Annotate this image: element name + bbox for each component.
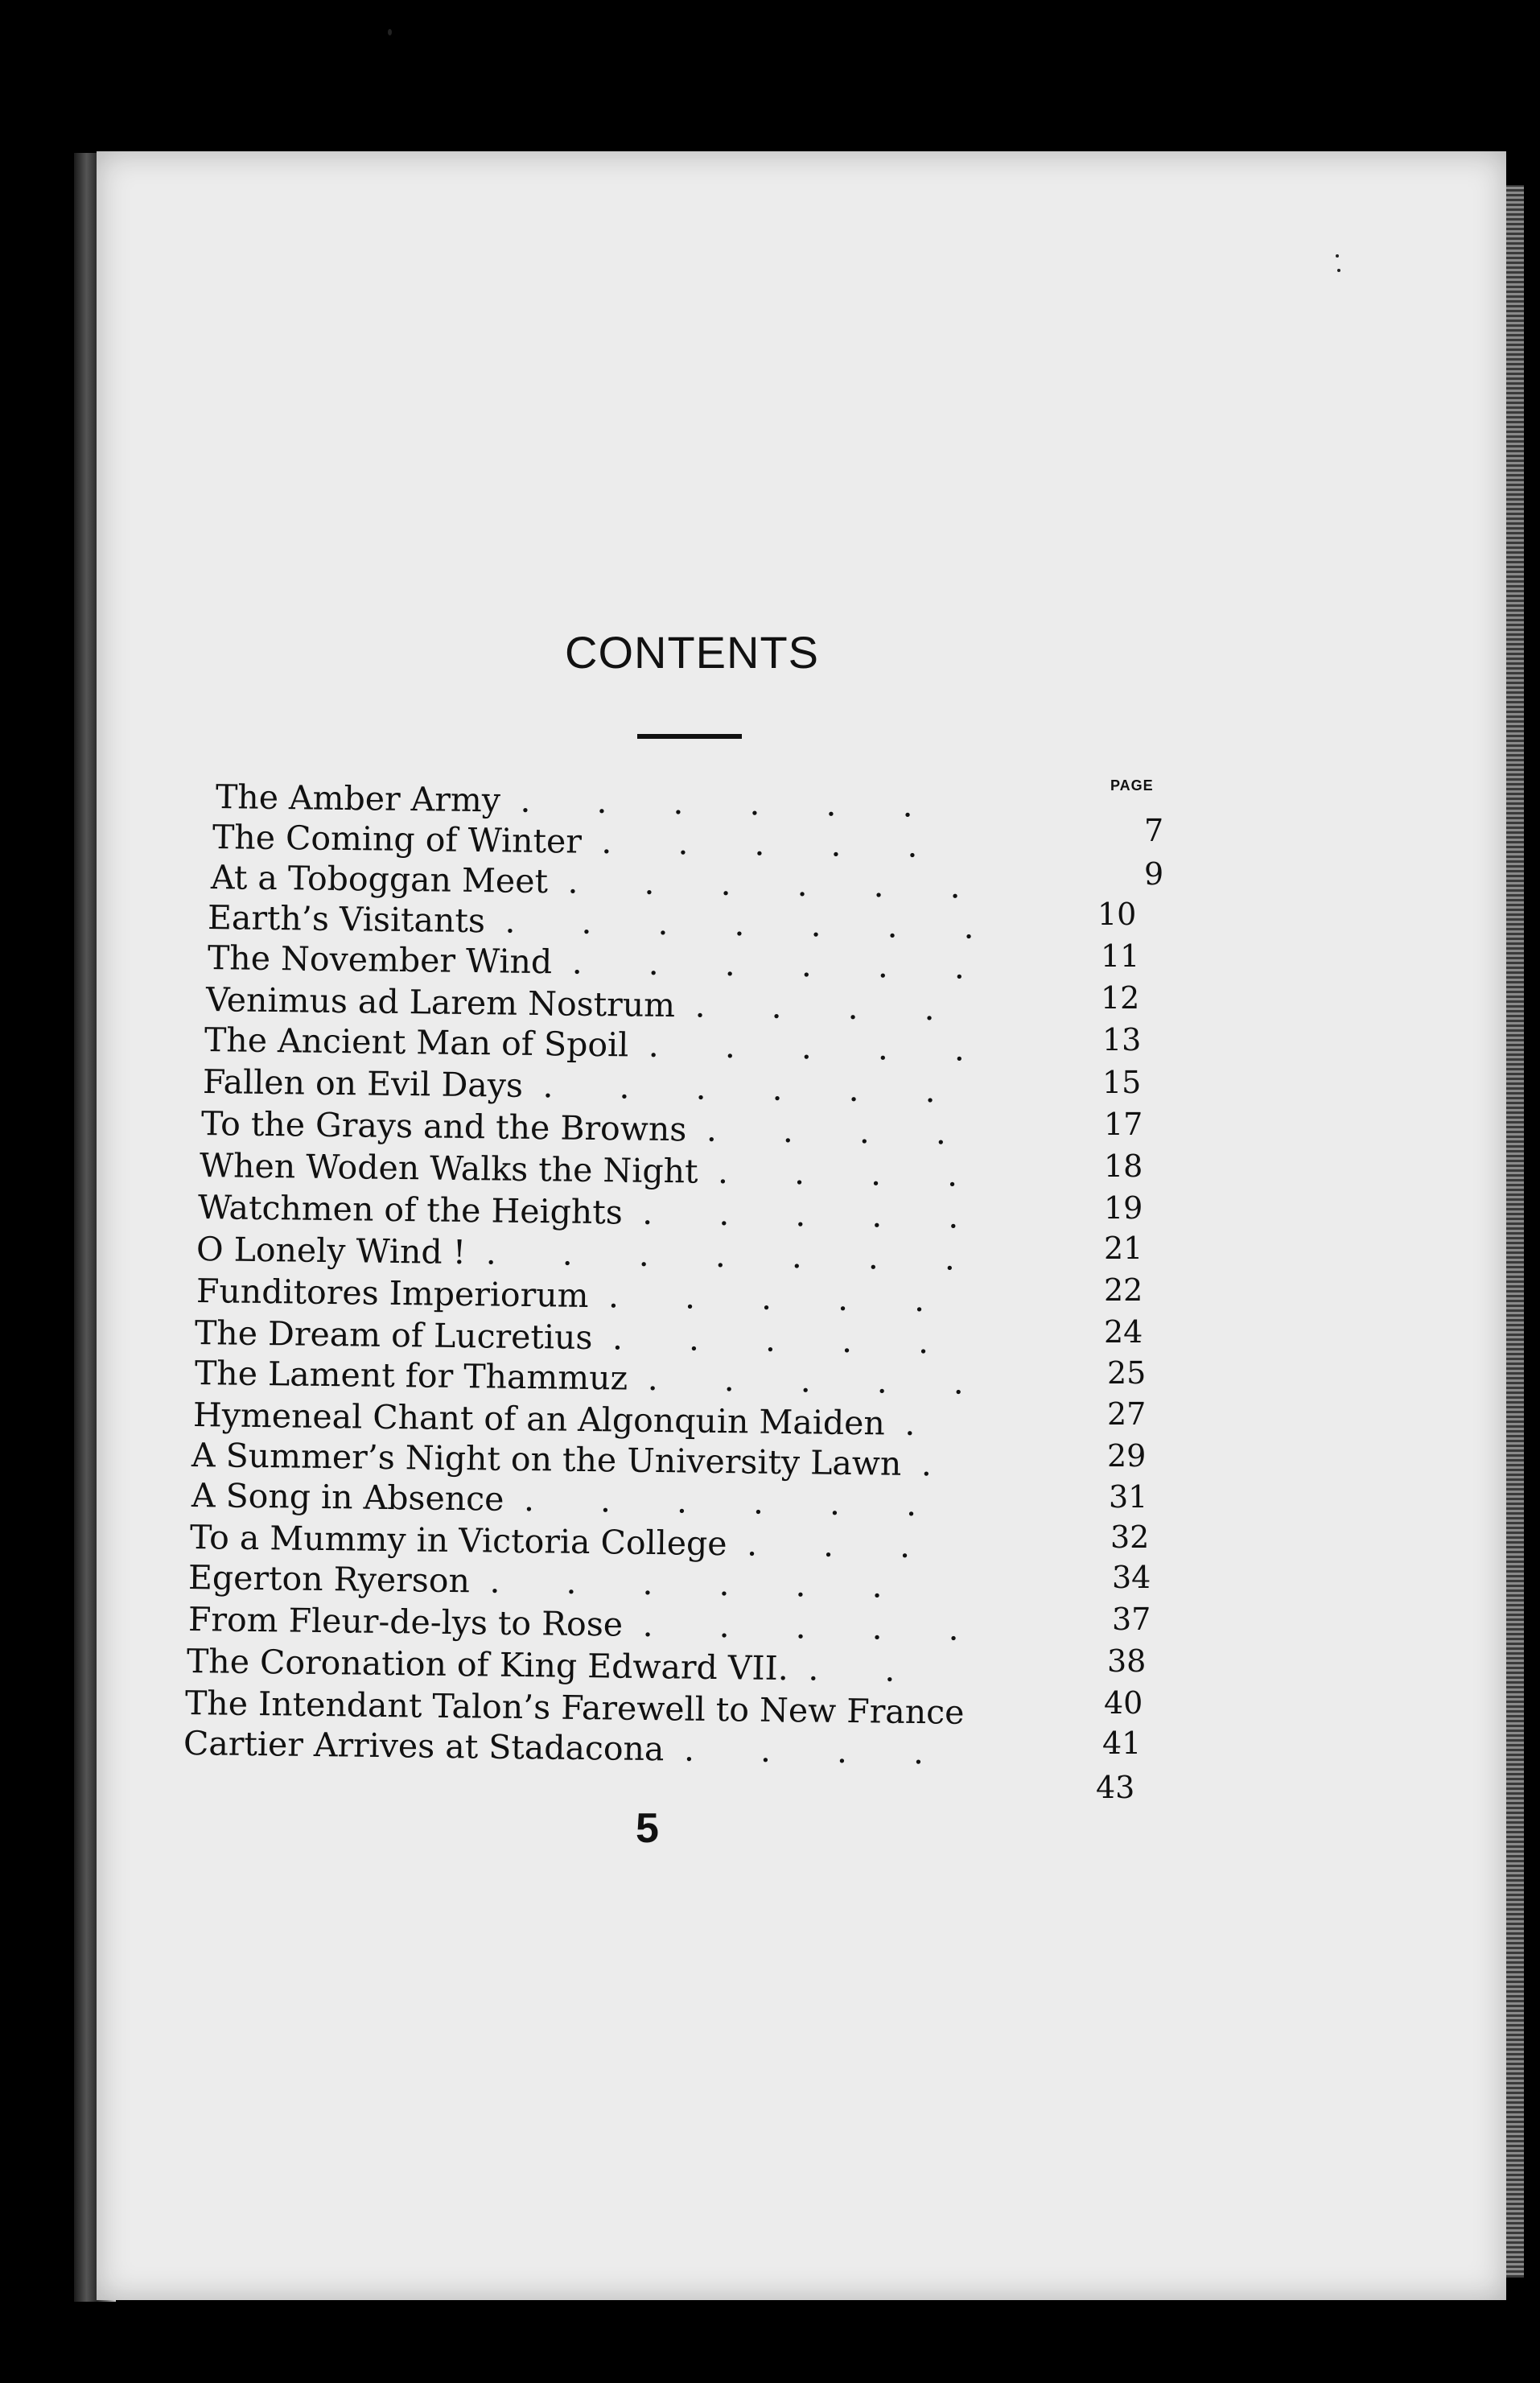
leader-dots: . . . . . [607, 1276, 991, 1321]
leader-dots: . . . . [706, 1110, 1013, 1153]
toc-entry-page: 7 [1144, 813, 1164, 848]
leader-dots: . . . . [694, 986, 1002, 1029]
leader-dots: . . . . . [642, 1193, 1025, 1237]
toc-entry-page: 13 [1102, 1022, 1142, 1058]
leader-dots: . . . . . [647, 1358, 1031, 1403]
leader-dots: . . . . . . [489, 1561, 949, 1606]
toc-entry-page: 15 [1102, 1065, 1142, 1100]
leader-dots: . . . . . . . [485, 1233, 1022, 1279]
page-column-label: PAGE [1110, 777, 1154, 794]
leader-dots: . . . . [717, 1152, 1024, 1195]
toc-entry-title: Earth’s Visitants [207, 898, 486, 941]
leader-dots: . [920, 1445, 999, 1485]
toc-entry-page: 40 [1104, 1685, 1143, 1721]
toc-entry-title: From Fleur-de-lys to Rose [187, 1600, 624, 1644]
toc-entry-page: 29 [1107, 1438, 1147, 1474]
toc-entry-page: 37 [1112, 1602, 1151, 1637]
toc-entry-page: 41 [1102, 1725, 1142, 1761]
toc-entry-page: 38 [1107, 1643, 1147, 1679]
toc-entry-page: 24 [1104, 1314, 1143, 1350]
toc-entry-page: 19 [1104, 1190, 1143, 1226]
leader-dots: . . . . . [642, 1605, 1026, 1649]
toc-entry-title: Cartier Arrives at Stadacona [183, 1724, 665, 1769]
toc-entry-title: At a Toboggan Meet [210, 858, 549, 901]
toc-entry-page: 22 [1104, 1272, 1143, 1308]
toc-entry-title: The Dream of Lucretius [194, 1313, 593, 1358]
toc-entry-title: To the Grays and the Browns [200, 1104, 687, 1149]
contents-heading: CONTENTS [565, 627, 819, 678]
toc-entry-page: 11 [1101, 938, 1140, 974]
toc-entry-title: Fallen on Evil Days [202, 1062, 524, 1105]
leader-dots: . . . . . . [523, 1480, 983, 1525]
toc-entry-title: The Coronation of King Edward VII. [186, 1642, 789, 1688]
toc-entry-title: The Coming of Winter [212, 818, 583, 861]
leader-dots: . . . . . [611, 1318, 995, 1363]
leader-dots: . . . . . . . [504, 901, 1040, 947]
toc-entry-page: 25 [1107, 1355, 1147, 1391]
leader-dots: . . . [746, 1524, 977, 1566]
toc-entry-page: 43 [1096, 1770, 1135, 1805]
leader-dots: . . [808, 1649, 961, 1690]
leader-dots: . . . . . . [520, 781, 979, 826]
toc-entry-page: 18 [1104, 1148, 1143, 1184]
toc-entry-page: 27 [1107, 1396, 1147, 1432]
toc-entry-title: The Ancient Man of Spoil [204, 1020, 629, 1065]
toc-entry-title: To a Mummy in Victoria College [189, 1518, 727, 1564]
leader-dots: . . . . . . [567, 862, 1027, 907]
toc-entry-title: The Intendant Talon’s Farewell to New France [184, 1684, 965, 1732]
leader-dots: . [904, 1404, 982, 1444]
toc-entry-title: The Amber Army [215, 777, 501, 820]
toc-entry-title: Funditores Imperiorum [196, 1272, 589, 1315]
toc-entry-page: 21 [1104, 1231, 1143, 1266]
toc-entry-page: 10 [1097, 897, 1137, 932]
toc-entry-title: Venimus ad Larem Nostrum [205, 980, 676, 1025]
toc-entry-title: Hymeneal Chant of an Algonquin Maiden [192, 1396, 886, 1443]
toc-entry-title: Watchmen of the Heights [197, 1188, 624, 1232]
toc-entry-page: 12 [1101, 980, 1140, 1016]
toc-entry-page: 34 [1112, 1560, 1151, 1595]
dust-speck [1336, 254, 1339, 258]
toc-entry-title: The November Wind [207, 938, 553, 982]
page-number: 5 [636, 1805, 659, 1852]
toc-entry-title: Egerton Ryerson [187, 1558, 471, 1601]
toc-entry-page: 31 [1109, 1479, 1148, 1515]
leader-dots: . . . . . [648, 1025, 1031, 1070]
leader-dots: . . . . . . [542, 1066, 1003, 1111]
toc-entry-title: The Lament for Thammuz [194, 1354, 628, 1398]
toc-entry-title: O Lonely Wind ! [196, 1230, 467, 1272]
leader-dots: . . . . . . [571, 942, 1031, 987]
dust-speck [388, 29, 392, 35]
leader-dots: . . . . . [601, 822, 984, 866]
toc-entry-page: 9 [1144, 856, 1164, 892]
toc-entry-page: 17 [1104, 1107, 1143, 1142]
leader-dots: . . . . [683, 1730, 990, 1773]
dust-speck [1337, 269, 1340, 272]
toc-entry-title: A Song in Absence [191, 1476, 504, 1519]
toc-entry-title: When Woden Walks the Night [199, 1146, 698, 1191]
toc-entry-page: 32 [1110, 1519, 1150, 1555]
toc-entry-title: A Summer’s Night on the University Lawn [191, 1436, 902, 1483]
